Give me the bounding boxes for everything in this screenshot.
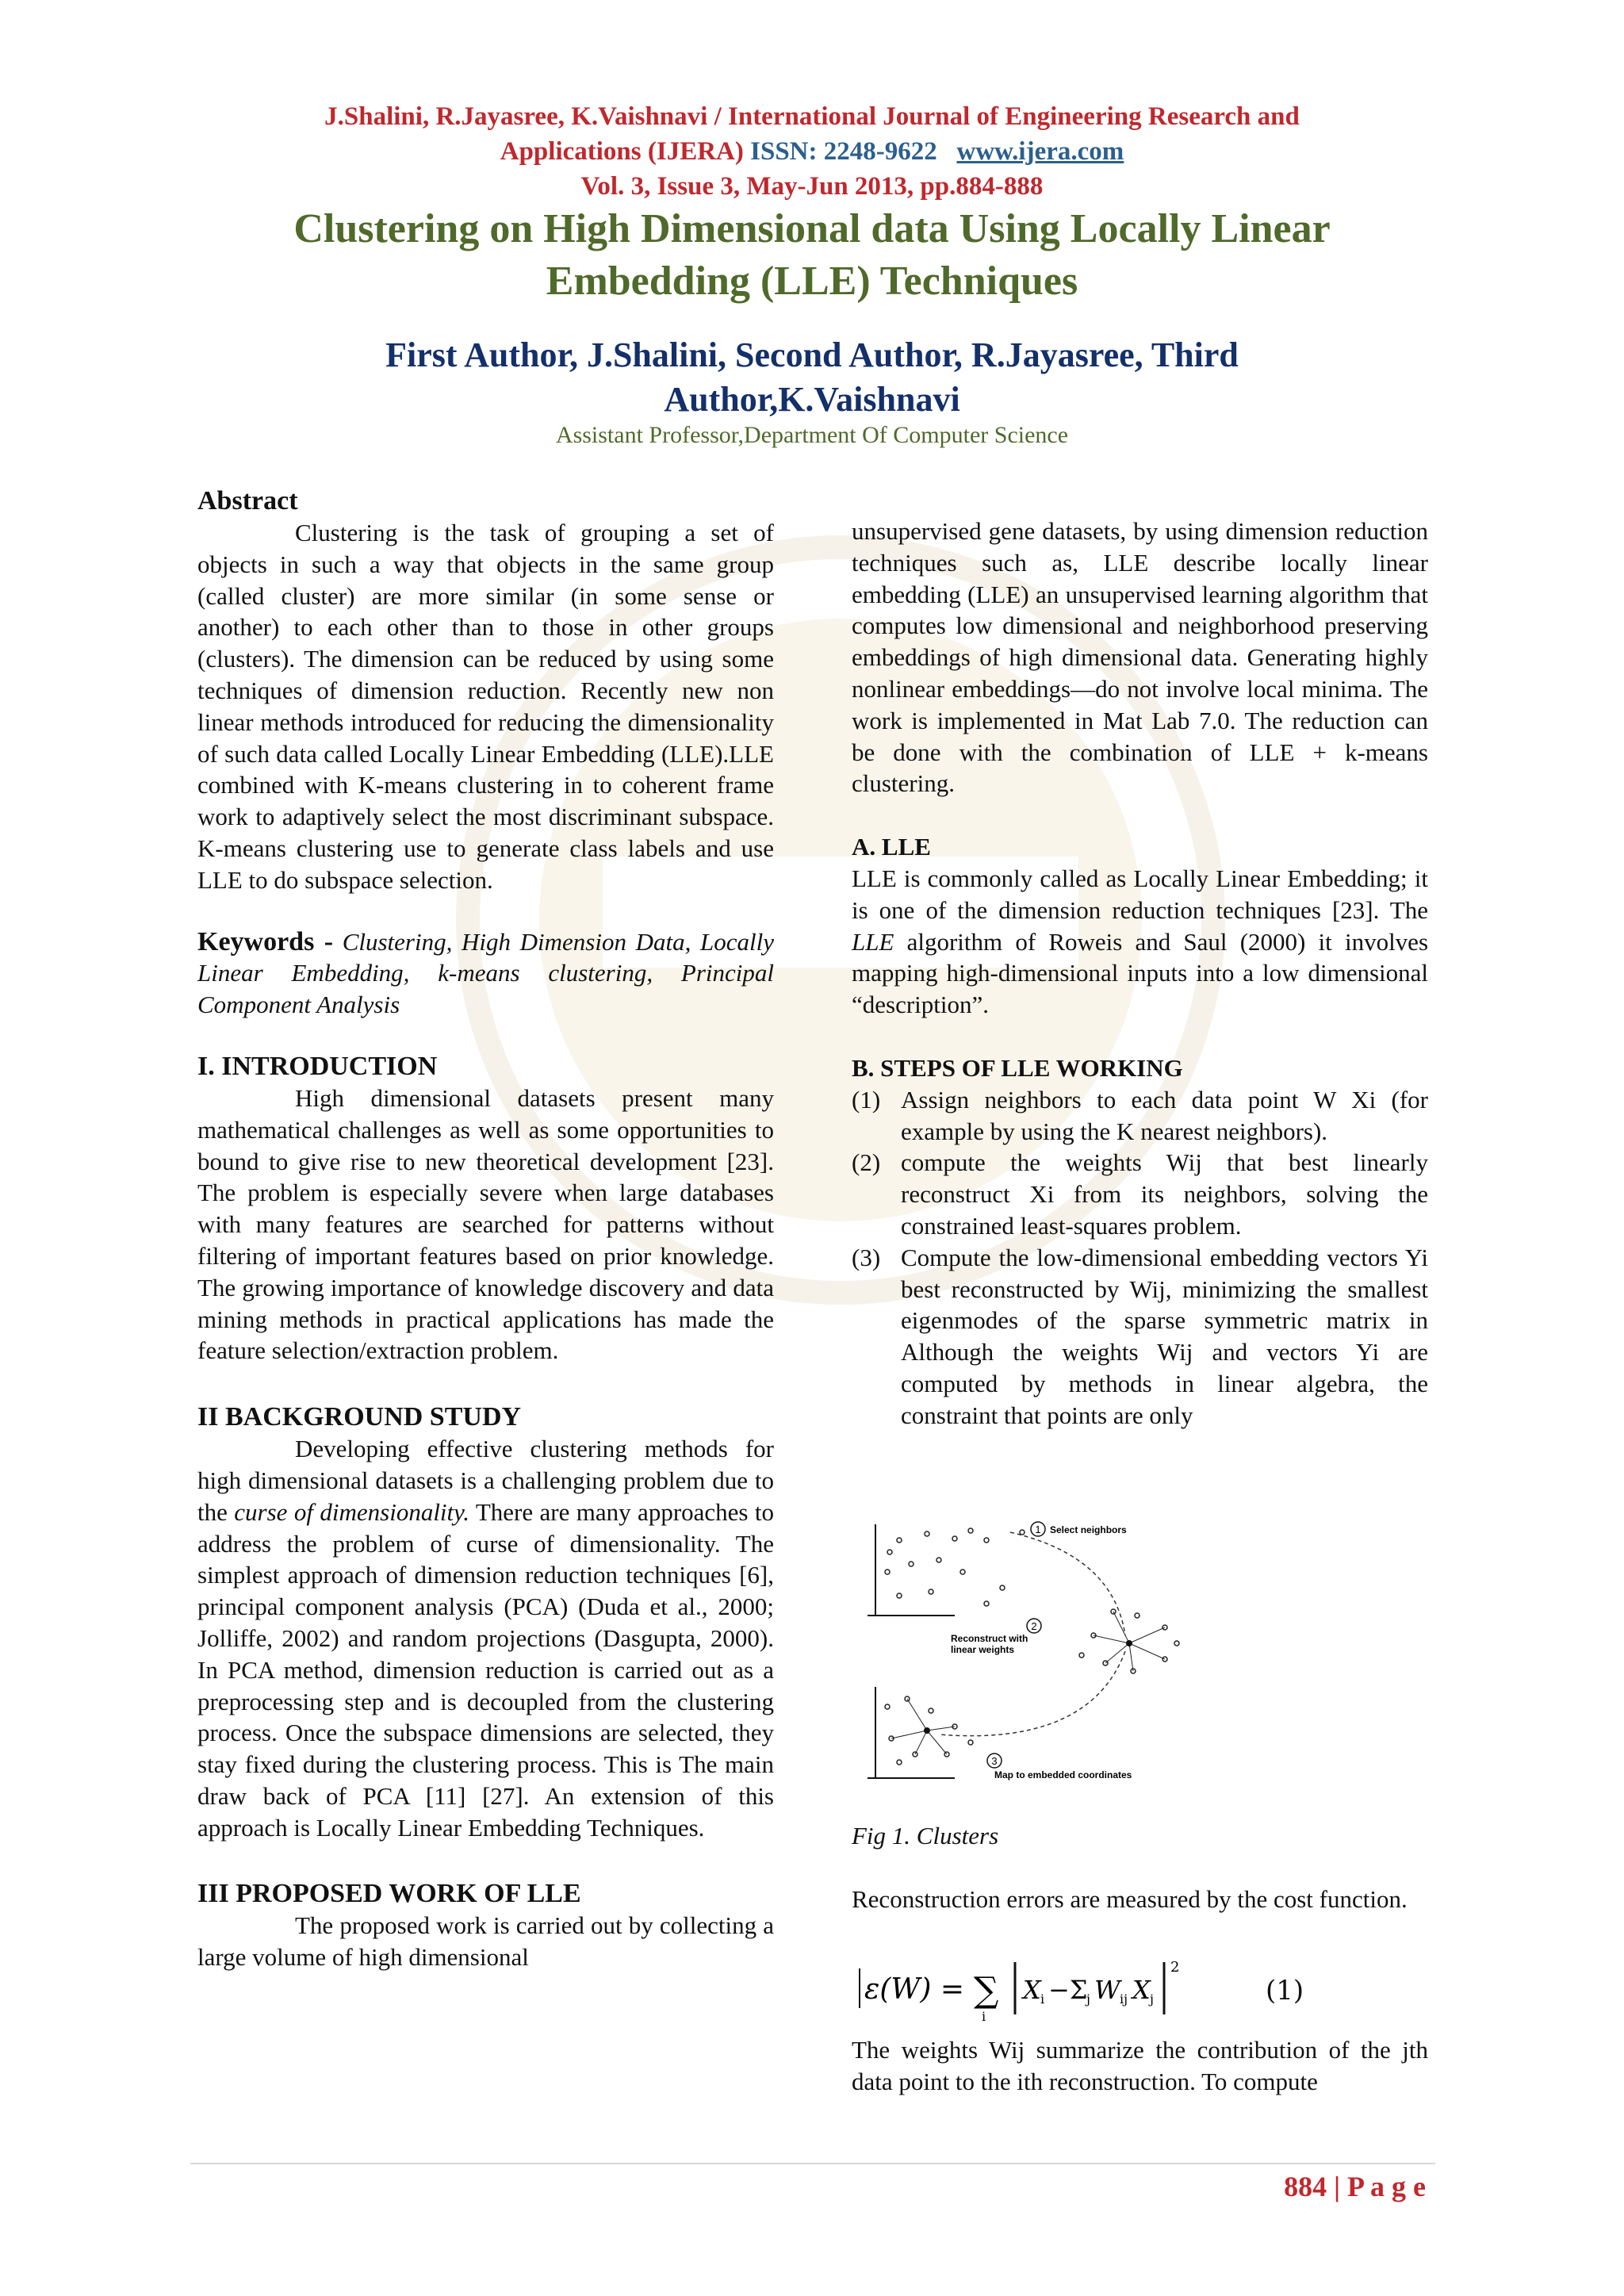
running-header [119,99,1505,204]
title-line-1: Clustering on High Dimensional data Using Locally Linear [293,206,1331,251]
step-text: Assign neighbors to each data point W Xi (for example by using the K nearest neighbors). [901,1085,1428,1145]
svg-text:∑: ∑ [974,1970,999,2010]
paper-title [119,203,1505,308]
svg-text:j: j [1150,1991,1154,2007]
background-text-italic: curse of dimensionality. [234,1497,469,1526]
header-issn: ISSN: 2248-9622 [750,137,937,166]
step-badge-number: 2 [1031,1620,1037,1632]
step-item [852,1084,1428,1148]
author-list [198,333,1426,422]
step-item [852,1242,1428,1432]
journal-link[interactable]: www.ijera.com [956,137,1124,166]
step-number: (1) [852,1085,881,1114]
background-heading: II BACKGROUND STUDY [197,1402,522,1432]
lle-diagram-figure [852,1516,1185,1786]
header-line-3: Vol. 3, Issue 3, May-Jun 2013, pp.884-888 [580,172,1044,201]
steps-list [852,1084,1428,1432]
svg-text:i: i [1040,1991,1045,2007]
background-text [197,1433,774,1843]
page-number: 884 | P a g e [1284,2171,1426,2202]
step-badge-number: 1 [1035,1524,1041,1535]
recon-text: Reconstruction errors are measured by the cost function. [852,1885,1408,1913]
right-column [852,516,1428,1432]
figure-label-reconstruct: Reconstruct with [951,1633,1028,1644]
svg-text:−Σ: −Σ [1048,1975,1088,2005]
proposed-text: The proposed work is carried out by collecting a large volume of high dimensional [197,1911,774,1972]
keywords-text: Clustering, High Dimension Data, Locally Linear Embedding, k-means clustering, Principal Component Analysis [197,927,774,1019]
weights-text: The weights Wij summarize the contribution of the jth data point to the ith reconstruction. To compute [852,2036,1428,2095]
figure-label-select: Select neighbors [1050,1524,1127,1535]
figure-caption: Fig 1. Clusters [852,1822,999,1849]
header-line-2 [119,134,1505,169]
svg-text:X: X [1132,1975,1151,2005]
svg-text:X: X [1023,1975,1041,2005]
svg-text:W: W [1094,1975,1120,2005]
intro-text: High dimensional datasets present many mathematical challenges as well as some opportunities to bound to give rise to new theoretical development [23]. The problem is especially severe when large databases with many features are searched for patterns without filtering of important features based on prior knowledge. The growing importance of knowledge discovery and data mining methods in practical applications has made the feature selection/extraction problem. [197,1083,774,1365]
abstract-text: Clustering is the task of grouping a set of objects in such a way that objects in the same group (called cluster) are more similar (in some sense or another) to each other than to those in other groups (clusters). The dimension can be reduced by using some techniques of dimension reduction. Recently new non linear methods introduced for reducing the dimensionality of such data called Locally Linear Embedding (LLE).LLE combined with K-means clustering in to coherent frame work to adaptively select the most discriminant subspace. K-means clustering use to generate class labels and use LLE to do subspace selection. [197,519,774,894]
center-point [924,1727,930,1734]
svg-text:2: 2 [1170,1959,1180,1976]
lle-text-italic: LLE [852,927,894,956]
steps-heading: B. STEPS OF LLE WORKING [852,1053,1183,1082]
step-number: (3) [852,1243,881,1271]
left-column [197,485,774,1973]
step-text: compute the weights Wij that best linearly reconstruct Xi from its neighbors, solving the constrained least-squares problem. [901,1148,1428,1240]
footer-rule [190,2163,1435,2164]
step-number: (2) [852,1148,881,1177]
intro-heading: I. INTRODUCTION [197,1051,438,1081]
lle-text-b: algorithm of Roweis and Saul (2000) it involves mapping high-dimensional inputs into a low dimensional “description”. [852,927,1429,1019]
abstract-heading: Abstract [197,486,298,516]
proposed-heading: III PROPOSED WORK OF LLE [197,1879,581,1909]
header-line-1: J.Shalini, R.Jayasree, K.Vaishnavi / International Journal of Engineering Research and [324,102,1300,131]
lle-heading: A. LLE [852,833,931,861]
right-intro-text: unsupervised gene datasets, by using dimension reduction techniques such as, LLE describe locally linear embedding (LLE) an unsupervised learning algorithm that computes low dimensional and neighborhood preserving embeddings of high dimensional data. Generating highly nonlinear embeddings—do not involve local minima. The work is implemented in Mat Lab 7.0. The reduction can be done with the combination of LLE + k-means clustering. [852,517,1428,798]
title-line-2: Embedding (LLE) Techniques [546,259,1078,304]
keywords-label: Keywords - [197,926,334,956]
figure-label-reconstruct-2: linear weights [951,1644,1015,1655]
header-journal-abbrev: Applications (IJERA) [500,137,744,166]
step-badge-number: 3 [991,1755,998,1767]
step-item [852,1147,1428,1241]
equation-graphic [856,1953,1300,2024]
svg-text:ε(W) =: ε(W) = [864,1973,965,2006]
lle-text-a: LLE is commonly called as Locally Linear Embedding; it is one of the dimension reduction techniques [23]. The [852,864,1428,924]
equation-number: (1) [1266,1975,1304,2007]
step-text: Compute the low-dimensional embedding vectors Yi best reconstructed by Wij, minimizing the smallest eigenmodes of the sparse symmetric matrix in Although the weights Wij and vectors Yi are computed by methods in linear algebra, the constraint that points are only [901,1243,1428,1429]
center-point [1126,1640,1132,1646]
lle-text [852,863,1428,1021]
background-text-b: There are many approaches to address the problem of curse of dimensionality. The simplest approach of dimension reduction techniques [6], principal component analysis (PCA) (Duda et al., 2000; Jolliffe, 2002) and random projections (Dasgupta, 2000). In PCA method, dimension reduction is carried out as a preprocessing step and is decoupled from the clustering process. Once the subspace dimensions are selected, they stay fixed during the clustering process. This is The main draw back of PCA [11] [27]. An extension of this approach is Locally Linear Embedding Techniques. [197,1497,775,1842]
background-text-a: Developing effective clustering methods for high dimensional datasets is a challenging problem due to the [197,1435,774,1526]
svg-text:ij: ij [1120,1991,1128,2007]
svg-text:j: j [1086,1991,1090,2007]
figure-label-map: Map to embedded coordinates [994,1769,1132,1780]
svg-text:i: i [982,2009,986,2024]
keywords [197,926,774,1021]
authors-line-1: First Author, J.Shalini, Second Author, R.Jayasree, Third [385,335,1239,374]
equation-cost-function [856,1953,1300,2024]
authors-line-2: Author,K.Vaishnavi [664,380,960,419]
affiliation: Assistant Professor,Department Of Computer Science [555,422,1069,448]
